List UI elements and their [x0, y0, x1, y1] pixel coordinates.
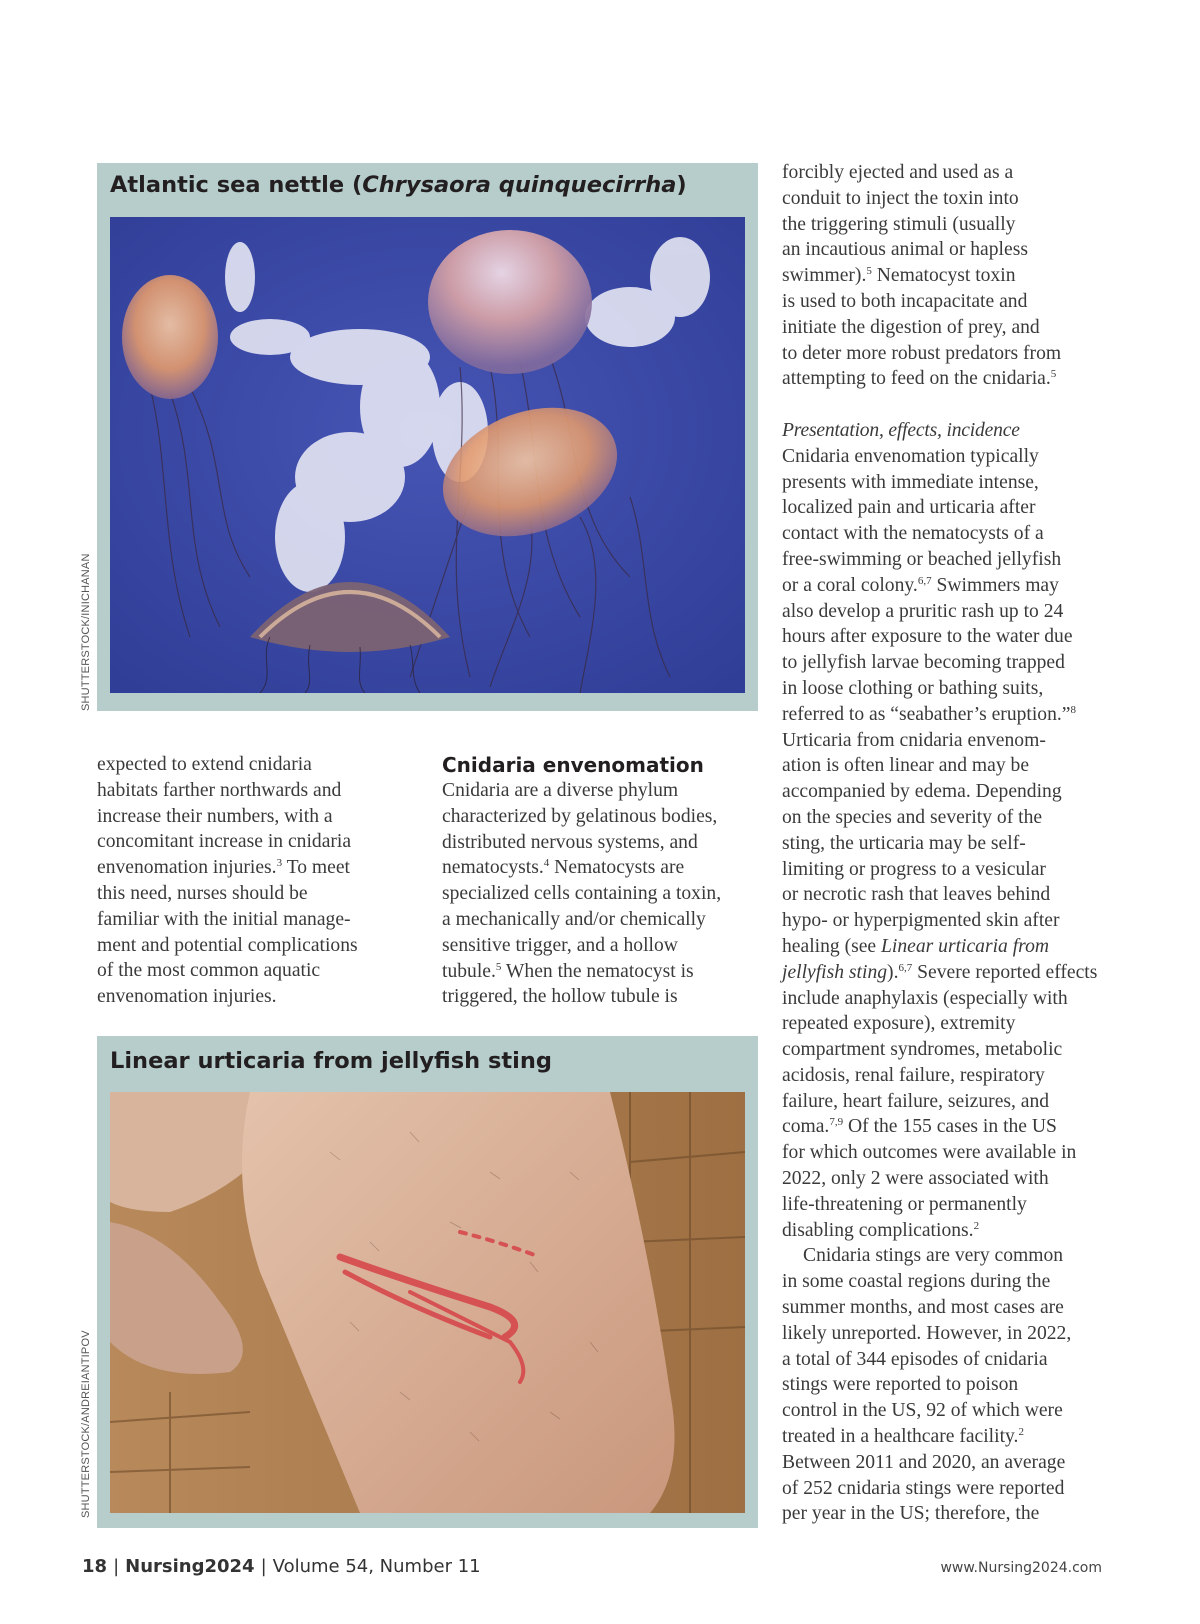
text-line: of the most common aquatic [97, 960, 321, 982]
text-line: contact with the nematocysts of a [782, 523, 1044, 545]
text-line: free-swimming or beached jellyfish [782, 548, 1062, 570]
text-line: on the species and severity of the [782, 806, 1043, 828]
text-line: failure, heart failure, seizures, and [782, 1090, 1050, 1112]
jellyfish-photo [110, 217, 745, 693]
text-line: habitats farther northwards and [97, 779, 342, 801]
text-line: swimmer).$^5$ Nematocyst toxin [782, 265, 1016, 287]
text-line: acidosis, renal failure, respiratory [782, 1064, 1045, 1086]
body-column-3 [782, 160, 1112, 1527]
section-heading: Cnidaria envenomation [442, 753, 704, 777]
text-line: Urticaria from cnidaria envenom- [782, 729, 1046, 751]
figure-title: Atlantic sea nettle (Chrysaora quinquecirrha) [110, 172, 687, 198]
text-line: healing (see Linear urticaria from [782, 935, 1050, 957]
page-footer: 18 | Nursing2024 | Volume 54, Number 11 [82, 1556, 481, 1577]
text-line: disabling complications.$^2$ [782, 1219, 980, 1241]
text-line: accompanied by edema. Depending [782, 781, 1062, 803]
text-line: for which outcomes were available in [782, 1142, 1077, 1164]
text-line: in some coastal regions during the [782, 1271, 1051, 1293]
text-line: likely unreported. However, in 2022, [782, 1322, 1072, 1344]
text-line: concomitant increase in cnidaria [97, 831, 352, 853]
reference: 7,9 [829, 1116, 844, 1129]
text-line: per year in the US; therefore, the [782, 1503, 1040, 1525]
text-line: a mechanically and/or chemically [442, 908, 706, 930]
text-line: life-threatening or permanently [782, 1193, 1027, 1215]
text-line: summer months, and most cases are [782, 1297, 1064, 1319]
text-line: jellyfish sting).$^{6,7}$ Severe reported effects [782, 961, 1098, 983]
text-line: nematocysts.$^4$ Nematocysts are [442, 857, 685, 879]
text-line: a total of 344 episodes of cnidaria [782, 1348, 1048, 1370]
text-line: tubule.$^5$ When the nematocyst is [442, 960, 694, 982]
text-line: in loose clothing or bathing suits, [782, 677, 1044, 699]
text-line: limiting or progress to a vesicular [782, 858, 1046, 880]
text-line: Cnidaria envenomation typically [782, 445, 1039, 467]
text-line: repeated exposure), extremity [782, 1013, 1016, 1035]
reference: 8 [1070, 703, 1077, 716]
text-line: Cnidaria stings are very common [803, 1245, 1064, 1267]
reference: 2 [1018, 1426, 1024, 1439]
text-line: compartment syndromes, metabolic [782, 1039, 1063, 1061]
figure-title: Linear urticaria from jellyfish sting [110, 1048, 552, 1074]
reference: 5 [866, 265, 872, 278]
text-line: coma.$^{7,9}$ Of the 155 cases in the US [782, 1116, 1057, 1138]
text-line: Between 2011 and 2020, an average [782, 1451, 1066, 1473]
text-line: this need, nurses should be [97, 882, 308, 904]
text-line: familiar with the initial manage- [97, 908, 351, 930]
text-line: sting, the urticaria may be self- [782, 832, 1026, 854]
photo-credit: SHUTTERSTOCK/INICHANAN [80, 553, 92, 711]
reference: 6,7 [898, 961, 913, 974]
figure-sea-nettle [97, 163, 758, 711]
text-line: ment and potential complications [97, 934, 358, 956]
text-line: 2022, only 2 were associated with [782, 1168, 1049, 1190]
text-line: include anaphylaxis (especially with [782, 987, 1068, 1009]
text-line: localized pain and urticaria after [782, 497, 1036, 519]
text-line: hours after exposure to the water due [782, 626, 1073, 648]
text-line: ation is often linear and may be [782, 755, 1030, 777]
text-line: presents with immediate intense, [782, 471, 1039, 493]
photo-credit: SHUTTERSTOCK/ANDREIANTIPOV [80, 1330, 92, 1518]
text-line: conduit to inject the toxin into [782, 187, 1019, 209]
text-line: expected to extend cnidaria [97, 754, 312, 775]
body-column-1 [97, 752, 417, 1010]
text-line: envenomation injuries. [97, 986, 277, 1008]
text-line: to jellyfish larvae becoming trapped [782, 652, 1065, 674]
text-line: sensitive trigger, and a hollow [442, 934, 678, 956]
text-line: Cnidaria are a diverse phylum [442, 780, 679, 801]
page-number: 18 [82, 1556, 108, 1577]
journal-name: Nursing2024 [125, 1556, 255, 1577]
text-line: increase their numbers, with a [97, 805, 333, 827]
figure-linear-urticaria [97, 1036, 758, 1528]
text-line: treated in a healthcare facility.$^2$ [782, 1426, 1024, 1448]
text-line: characterized by gelatinous bodies, [442, 805, 718, 827]
text-line: initiate the digestion of prey, and [782, 316, 1040, 338]
text-line: also develop a pruritic rash up to 24 [782, 600, 1064, 622]
text-line: an incautious animal or hapless [782, 239, 1028, 261]
text-line: the triggering stimuli (usually [782, 213, 1016, 235]
website-link[interactable]: www.Nursing2024.com [940, 1560, 1102, 1576]
text-line: of 252 cnidaria stings were reported [782, 1477, 1065, 1499]
reference: 6,7 [917, 574, 932, 587]
text-line: referred to as “seabather’s eruption.”$^8$ [782, 703, 1077, 725]
body-column-2 [442, 752, 762, 1010]
text-line: forcibly ejected and used as a [782, 162, 1014, 183]
reference: 4 [543, 857, 550, 870]
text-line: envenomation injuries.$^3$ To meet [97, 857, 350, 879]
text-line: stings were reported to poison [782, 1374, 1019, 1396]
reference: 2 [973, 1219, 980, 1232]
text-line: triggered, the hollow tubule is [442, 986, 678, 1008]
text-line: distributed nervous systems, and [442, 831, 698, 853]
subheading: Presentation, effects, incidence [782, 419, 1020, 441]
text-line: or a coral colony.$^{6,7}$ Swimmers may [782, 574, 1059, 596]
text-line: control in the US, 92 of which were [782, 1400, 1063, 1422]
reference: 5 [1050, 368, 1057, 381]
reference: 3 [276, 857, 283, 870]
text-line: attempting to feed on the cnidaria.$^5$ [782, 368, 1057, 390]
text-line: or necrotic rash that leaves behind [782, 884, 1051, 906]
text-line: is used to both incapacitate and [782, 290, 1028, 312]
text-line: hypo- or hyperpigmented skin after [782, 910, 1060, 932]
volume-info: Volume 54, Number 11 [272, 1556, 481, 1577]
arm-sting-photo [110, 1092, 745, 1513]
text-line: to deter more robust predators from [782, 342, 1062, 364]
text-line: specialized cells containing a toxin, [442, 883, 722, 905]
reference: 5 [495, 960, 502, 973]
